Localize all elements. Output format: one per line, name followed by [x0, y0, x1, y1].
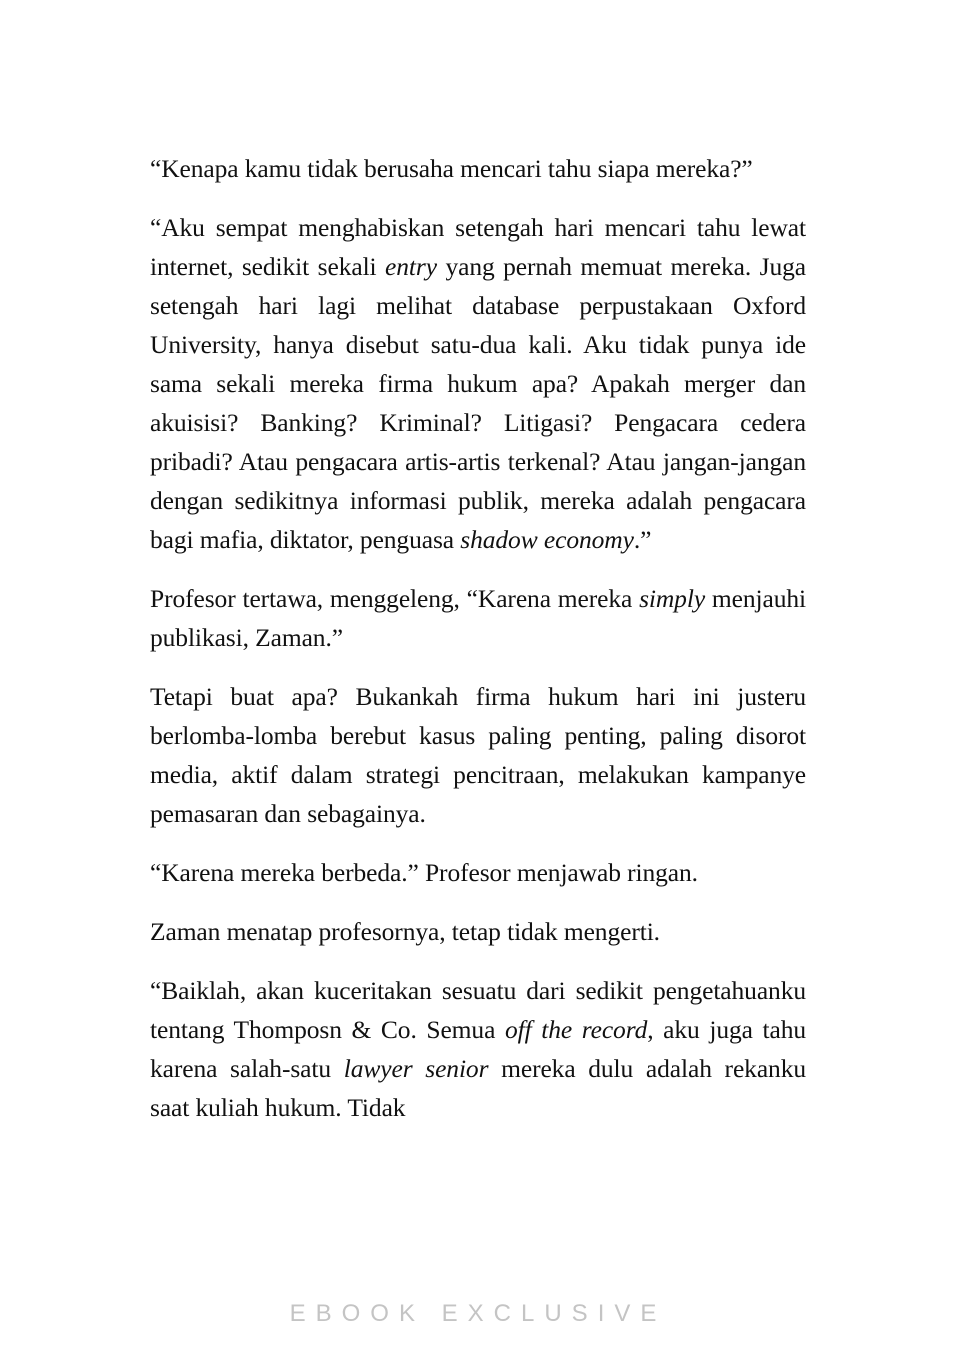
paragraph [150, 912, 806, 951]
paragraph [150, 149, 806, 188]
text-run: menjauhi publikasi, Zaman.” [150, 584, 806, 652]
text-run: .” [633, 525, 652, 554]
text-run: mereka dulu adalah rekanku saat kuliah hukum. Tidak [150, 1054, 806, 1122]
text-run: “Karena mereka berbeda.” Profesor menjawab ringan. [150, 858, 698, 887]
text-run: Tetapi buat apa? Bukankah firma hukum hari ini justeru berlomba-lomba berebut kasus paling penting, paling disorot media, aktif dalam strategi pencitraan, melakukan kampanye pemasaran dan sebagainya. [150, 682, 806, 828]
italic-text: simply [639, 584, 706, 613]
paragraph [150, 579, 806, 657]
footer-watermark: EBOOK EXCLUSIVE [289, 1300, 667, 1327]
text-run: “Aku sempat menghabiskan setengah hari mencari tahu lewat internet, sedikit sekali [150, 213, 806, 281]
text-run: , aku juga tahu karena salah-satu [150, 1015, 807, 1083]
italic-text: off the record [504, 1015, 648, 1044]
text-run: Profesor tertawa, menggeleng, “Karena mereka [150, 584, 640, 613]
paragraph [150, 208, 806, 559]
page-body [150, 149, 806, 1147]
italic-text: entry [385, 252, 437, 281]
paragraph [150, 971, 806, 1127]
italic-text: shadow economy [460, 525, 634, 554]
text-run: “Kenapa kamu tidak berusaha mencari tahu siapa mereka?” [150, 154, 753, 183]
paragraph [150, 677, 806, 833]
italic-text: lawyer senior [343, 1054, 489, 1083]
text-run: Zaman menatap profesornya, tetap tidak mengerti. [150, 917, 660, 946]
text-run: yang pernah memuat mereka. Juga setengah hari lagi melihat database perpustakaan Oxford University, hanya disebut satu-dua kali. Aku tidak punya ide sama sekali mereka firma hukum apa? Apakah merger dan akuisisi? Banking? Kriminal? Litigasi? Pengacara cedera pribadi? Atau pengacara artis-artis terkenal? Atau jangan-jangan dengan sedikitnya informasi publik, mereka adalah pengacara bagi mafia, diktator, penguasa [150, 252, 806, 554]
text-run: “Baiklah, akan kuceritakan sesuatu dari sedikit pengetahuanku tentang Thomposn & Co. Semua [150, 976, 806, 1044]
paragraph [150, 853, 806, 892]
